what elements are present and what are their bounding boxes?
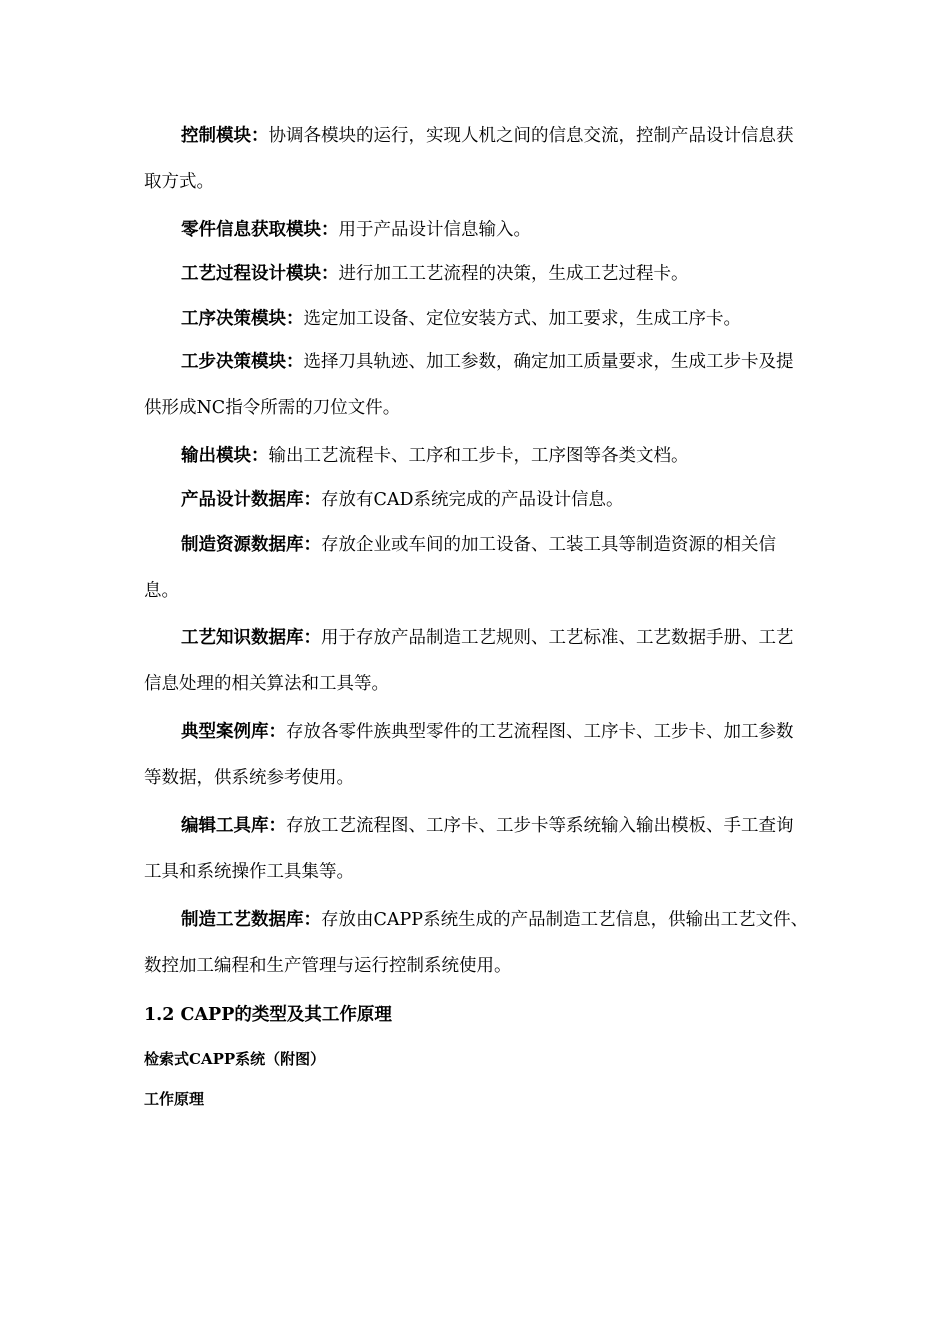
paragraph-text: 进行加工工艺流程的决策，生成工艺过程卡。 [338,264,689,284]
subheading-working-principle: 工作原理 [144,1090,205,1108]
paragraph-text: 存放有CAD系统完成的产品设计信息。 [321,490,624,510]
paragraph-manufacturing-resource-db [144,522,809,614]
paragraph-text: 选定加工设备、定位安装方式、加工要求，生成工序卡。 [303,309,741,329]
term-label: 制造资源数据库： [181,535,321,555]
term-label: 典型案例库： [181,722,286,742]
paragraph-text: 选择刀具轨迹、加工参数，确定加工质量要求，生成工步卡及提供形成NC指令所需的刀位文件。 [144,352,794,418]
paragraph-process-design-module [144,251,809,297]
term-label: 工艺过程设计模块： [181,264,339,284]
paragraph-typical-case-library [144,709,809,801]
term-label: 工步决策模块： [181,352,304,372]
paragraph-product-design-db [144,477,809,523]
paragraph-control-module [144,113,809,205]
paragraph-text: 协调各模块的运行，实现人机之间的信息交流，控制产品设计信息获取方式。 [144,126,794,192]
paragraph-text: 输出工艺流程卡、工序和工步卡，工序图等各类文档。 [268,446,689,466]
paragraph-output-module [144,433,809,479]
paragraph-part-info-module [144,207,809,253]
paragraph-text: 存放各零件族典型零件的工艺流程图、工序卡、工步卡、加工参数等数据，供系统参考使用。 [144,722,794,788]
term-label: 工艺知识数据库： [181,628,321,648]
subheading-retrieval-capp: 检索式CAPP系统（附图） [144,1050,326,1068]
term-label: 输出模块： [181,446,269,466]
paragraph-text: 存放由CAPP系统生成的产品制造工艺信息，供输出工艺文件、数控加工编程和生产管理与运行控制系统使用。 [144,910,809,976]
term-label: 制造工艺数据库： [181,910,321,930]
paragraph-text: 用于产品设计信息输入。 [338,220,531,240]
term-label: 编辑工具库： [181,816,286,836]
paragraph-process-knowledge-db [144,615,809,707]
paragraph-text: 用于存放产品制造工艺规则、工艺标准、工艺数据手册、工艺信息处理的相关算法和工具等。 [144,628,794,694]
paragraph-manufacturing-process-db [144,897,809,989]
term-label: 零件信息获取模块： [181,220,339,240]
paragraph-operation-decision-module [144,296,809,342]
paragraph-editing-tool-library [144,803,809,895]
paragraph-step-decision-module [144,339,809,431]
paragraph-text: 存放企业或车间的加工设备、工装工具等制造资源的相关信息。 [144,535,776,601]
paragraph-text: 存放工艺流程图、工序卡、工步卡等系统输入输出模板、手工查询工具和系统操作工具集等。 [144,816,794,882]
term-label: 工序决策模块： [181,309,304,329]
section-heading: 1.2 CAPP的类型及其工作原理 [144,1005,392,1025]
term-label: 控制模块： [181,126,269,146]
term-label: 产品设计数据库： [181,490,321,510]
